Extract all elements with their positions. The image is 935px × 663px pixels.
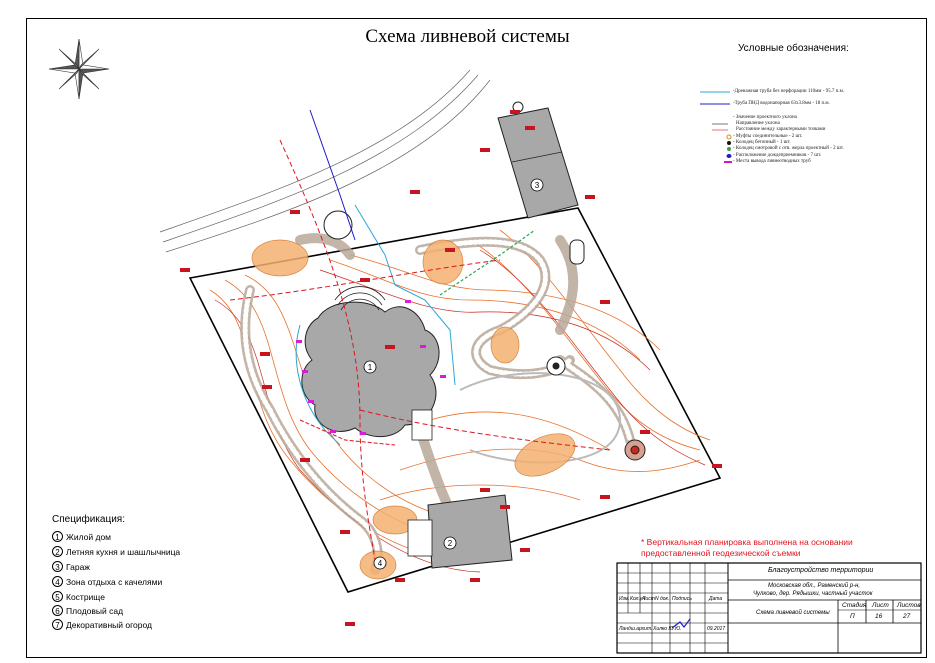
stamp-address-2: Чулково, дер. Рядышки, частный участок [753,591,873,597]
spec-item: 3 Гараж [52,560,90,573]
legend-item: - Колодец смотровой с отв. жерла проектный - 2 шт. [733,146,844,151]
legend-item: - Места вывода ливнеотводных труб [733,159,811,164]
stamp-hdr-date: Дата [709,596,723,602]
stamp-date: 09.2017 [707,626,726,632]
spec-item: 5 Кострище [52,590,105,603]
garage-building [498,108,578,218]
legend-item: Расстояние между характерными точками [736,127,826,132]
legend-item: -Дренажная труба без перфорации 110мм - 95.7 п.м. [733,89,844,94]
summer-kitchen-building [428,495,512,568]
stamp-hdr-sign: Подпись [672,596,692,602]
legend-item: -Труба ПНД водонапорная 63х3.8мм - 18 п.м. [733,101,830,106]
legend-item: - Колодец бетонный - 1 шт. [733,140,791,145]
planning-note: * Вертикальная планировка выполнена на основании предоставленной геодезической съемки [641,537,853,558]
legend-item: - Значение проектного уклона [733,115,797,120]
stamp-address-1: Московская обл., Раменский р-н, [768,583,861,589]
stamp-author: Хилко Ю.Ю. [653,626,682,632]
spec-item: 4 Зона отдыха с качелями [52,575,162,588]
spec-item: 7 Декоративный огород [52,618,152,631]
building-label-3: 3 [534,181,540,190]
stamp-sheets: 27 [903,613,911,620]
stamp-stage: П [850,613,855,620]
building-label-2: 2 [447,539,453,548]
building-label-1: 1 [367,363,373,372]
stamp-hdr-doc: N док. [655,596,670,602]
stamp-hdr-change: Изм. [619,596,630,602]
legend-item: Направление уклона [736,121,780,126]
spec-heading: Спецификация: [52,514,125,525]
stamp-sheet: 16 [875,613,883,620]
legend-symbols [700,92,732,162]
legend-heading: Условные обозначения: [738,43,849,54]
stamp-hdr-list: Лист [642,596,655,602]
stamp-col-stage: Стадия [842,602,867,609]
spec-item: 1 Жилой дом [52,530,111,543]
building-label-4: 4 [377,559,383,568]
stamp-sheet-name: Схема ливневой системы [756,610,830,616]
stamp-hdr-qty: Кол.уч [630,596,645,602]
stamp-project: Благоустройство территории [768,567,874,574]
stamp-col-sheet: Лист [872,602,889,609]
stamp-col-sheets: Листов [897,602,921,609]
legend-item: - Расположение дождеприемников - 7 шт. [733,153,822,158]
spec-item: 2 Летняя кухня и шашлычница [52,545,180,558]
spec-item: 6 Плодовый сад [52,604,123,617]
legend-item: - Муфты соединительные - 2 шт. [733,134,803,139]
page-title: Схема ливневой системы [365,26,570,47]
stamp-role: Ландш.архит. [619,626,653,632]
